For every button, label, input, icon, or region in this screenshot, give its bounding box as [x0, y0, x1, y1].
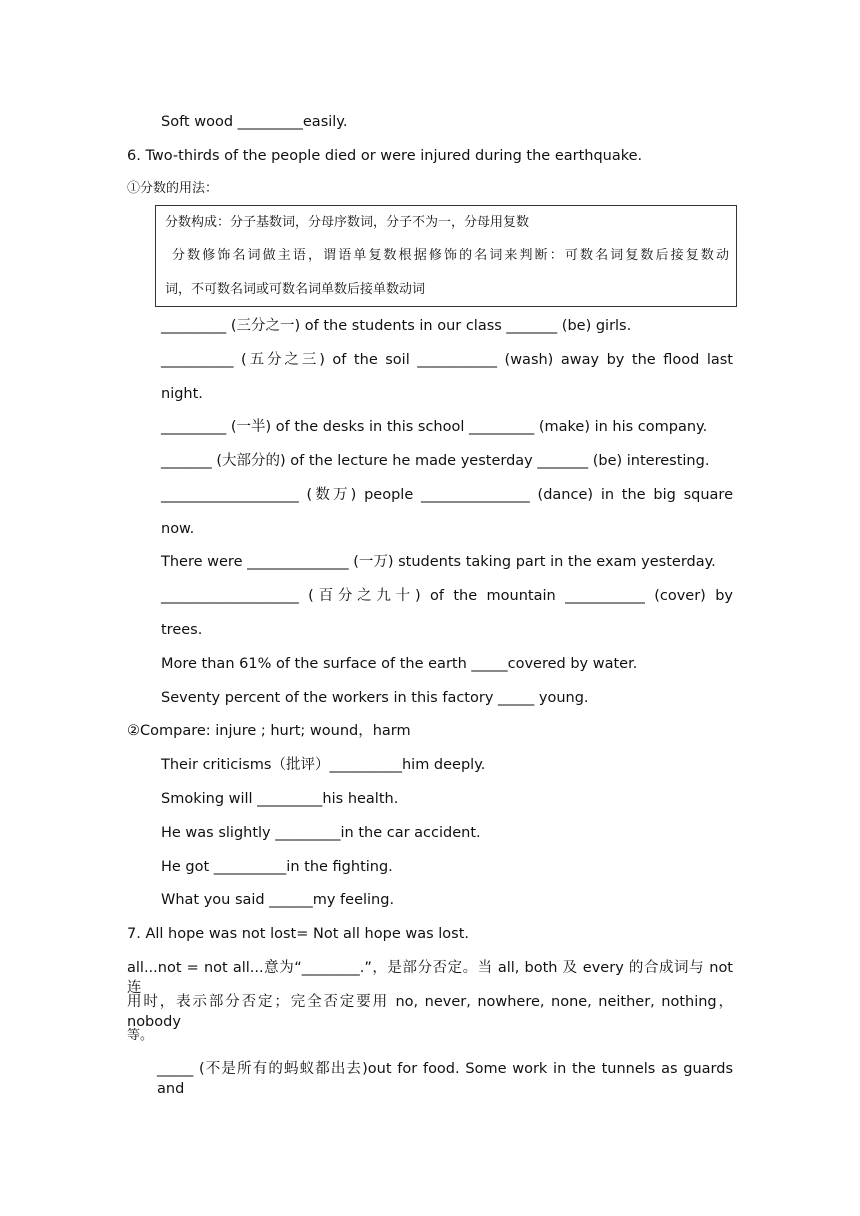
exercise-line: night.: [161, 386, 203, 402]
exercise-line: now.: [161, 521, 195, 537]
subsection-heading: ①分数的用法：: [127, 181, 219, 196]
box-text-line: 分数构成：分子基数词，分母序数词，分子不为一，分母用复数: [165, 215, 530, 230]
section-heading: 7. All hope was not lost= Not all hope was lost.: [127, 926, 470, 942]
exercise-line: He got __________in the fighting.: [161, 859, 393, 875]
exercise-line: What you said ______my feeling.: [161, 892, 395, 908]
exercise-line: trees.: [161, 622, 203, 638]
exercise-line: ___________________ (百分之九十) of the mountain ___________ (cover) by: [161, 588, 733, 604]
explanation-line: 用时，表示部分否定；完全否定要用 no, never, nowhere, none, neither, nothing， nobody: [127, 994, 733, 1030]
section-heading: 6. Two-thirds of the people died or were injured during the earthquake.: [127, 148, 643, 164]
exercise-line: Seventy percent of the workers in this factory _____ young.: [161, 690, 589, 706]
explanation-line: 等。: [127, 1028, 154, 1043]
exercise-line: Smoking will _________his health.: [161, 791, 399, 807]
subsection-heading: ②Compare: injure ; hurt; wound，harm: [127, 723, 411, 739]
exercise-line: He was slightly _________in the car accident.: [161, 825, 481, 841]
exercise-line: _________ (三分之一) of the students in our class _______ (be) girls.: [161, 318, 632, 334]
exercise-line: Their criticisms（批评）__________him deeply.: [161, 757, 486, 773]
exercise-line: __________ (五分之三) of the soil ___________ (wash) away by the flood last: [161, 352, 733, 368]
box-text-line: 词，不可数名词或可数名词单数后接单数动词: [165, 282, 426, 297]
exercise-line: _____ (不是所有的蚂蚁都出去)out for food. Some work in the tunnels as guards and: [157, 1061, 733, 1097]
exercise-line: _________ (一半) of the desks in this school _________ (make) in his company.: [161, 419, 708, 435]
exercise-line: More than 61% of the surface of the earth _____covered by water.: [161, 656, 638, 672]
text-line: Soft wood _________easily.: [161, 114, 348, 130]
exercise-line: ___________________ (数万) people _______________ (dance) in the big square: [161, 487, 733, 503]
exercise-line: There were ______________ (一万) students taking part in the exam yesterday.: [161, 554, 716, 570]
explanation-line: all...not = not all...意为“________.”，是部分否定。当 all, both 及 every 的合成词与 not 连: [127, 960, 733, 996]
exercise-line: _______ (大部分的) of the lecture he made yesterday _______ (be) interesting.: [161, 453, 710, 469]
box-text-line: 分数修饰名词做主语，谓语单复数根据修饰的名词来判断：可数名词复数后接复数动: [172, 248, 729, 263]
